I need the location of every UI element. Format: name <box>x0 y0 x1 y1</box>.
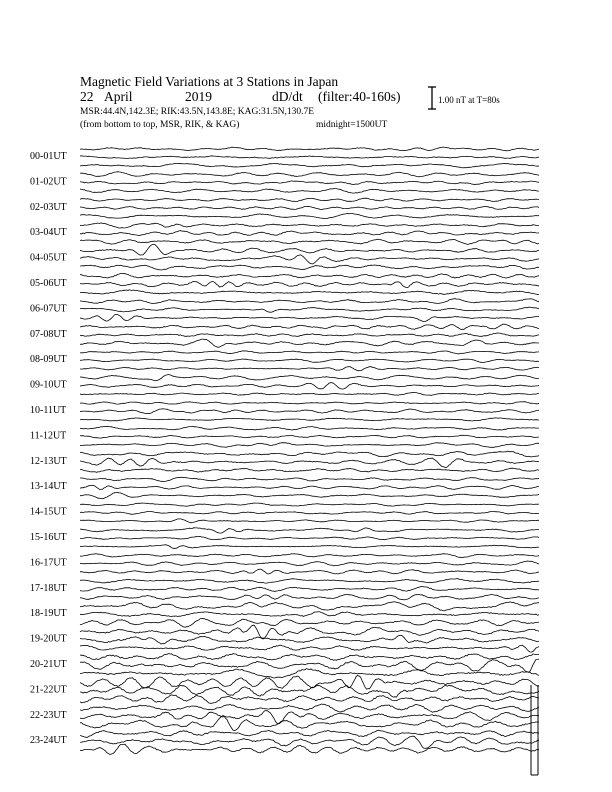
trace-msr-02-03ut <box>80 214 539 219</box>
trace-msr-16-17ut <box>80 569 539 574</box>
trace-msr-22-23ut <box>80 716 539 731</box>
hour-label: 09-10UT <box>30 379 67 391</box>
cursor-marker <box>531 685 538 775</box>
trace-msr-18-19ut <box>80 618 539 627</box>
trace-kag-13-14ut <box>80 477 539 481</box>
trace-kag-22-23ut <box>80 704 539 712</box>
hour-label: 02-03UT <box>30 201 67 213</box>
date-day: 22 <box>80 89 94 104</box>
order-note: (from bottom to top, MSR, RIK, & KAG) <box>80 120 240 130</box>
hour-label: 06-07UT <box>30 303 67 315</box>
hour-label: 10-11UT <box>30 405 67 416</box>
trace-msr-15-16ut <box>80 545 539 549</box>
filter-label: (filter:40-160s) <box>318 89 401 104</box>
trace-rik-05-06ut <box>80 282 539 288</box>
trace-msr-05-06ut <box>80 290 539 295</box>
trace-kag-03-04ut <box>80 223 539 228</box>
trace-kag-00-01ut <box>80 147 539 151</box>
hour-label: 15-16UT <box>30 532 67 543</box>
trace-msr-12-13ut <box>80 468 539 472</box>
hour-label: 05-06UT <box>30 278 67 289</box>
trace-kag-01-02ut <box>80 172 539 177</box>
trace-kag-21-22ut <box>80 676 539 690</box>
hour-label: 18-19UT <box>30 608 67 620</box>
trace-rik-06-07ut <box>80 307 539 312</box>
trace-rik-12-13ut <box>80 458 539 467</box>
trace-kag-12-13ut <box>80 451 539 457</box>
trace-rik-18-19ut <box>80 612 539 617</box>
trace-rik-04-05ut <box>80 255 539 264</box>
hour-labels <box>30 151 67 746</box>
trace-msr-21-22ut <box>80 695 539 703</box>
trace-rik-13-14ut <box>80 485 539 489</box>
hour-label: 01-02UT <box>30 176 67 188</box>
trace-msr-00-01ut <box>80 163 539 168</box>
date-year: 2019 <box>185 89 212 104</box>
trace-kag-10-11ut <box>80 402 539 404</box>
trace-msr-17-18ut <box>80 594 539 600</box>
hour-label: 13-14UT <box>30 481 67 493</box>
traces <box>80 147 539 754</box>
trace-msr-04-05ut <box>80 265 539 270</box>
trace-kag-23-24ut <box>80 730 539 737</box>
trace-kag-20-21ut <box>80 654 539 661</box>
trace-kag-19-20ut <box>80 625 539 639</box>
trace-msr-10-11ut <box>80 418 539 421</box>
hour-label: 03-04UT <box>30 227 67 239</box>
trace-kag-17-18ut <box>80 579 539 584</box>
hour-label: 17-18UT <box>30 582 67 594</box>
trace-kag-11-12ut <box>80 426 539 430</box>
trace-msr-09-10ut <box>80 393 539 396</box>
trace-rik-22-23ut <box>80 711 539 724</box>
trace-kag-02-03ut <box>80 198 539 201</box>
trace-kag-06-07ut <box>80 299 539 304</box>
trace-rik-10-11ut <box>80 409 539 414</box>
trace-kag-05-06ut <box>80 273 539 278</box>
trace-rik-01-02ut <box>80 181 539 185</box>
hour-label: 23-24UT <box>30 735 67 747</box>
trace-rik-17-18ut <box>80 587 539 592</box>
trace-msr-23-24ut <box>80 744 539 754</box>
midnight-note: midnight=1500UT <box>316 120 388 130</box>
quantity-label: dD/dt <box>272 89 303 104</box>
trace-rik-20-21ut <box>80 659 539 672</box>
trace-kag-14-15ut <box>80 503 539 506</box>
trace-rik-07-08ut <box>80 333 539 336</box>
date-month: April <box>104 89 133 104</box>
trace-msr-03-04ut <box>80 239 539 244</box>
trace-rik-14-15ut <box>80 512 539 515</box>
hour-label: 20-21UT <box>30 659 67 670</box>
trace-kag-16-17ut <box>80 554 539 558</box>
hour-label: 08-09UT <box>30 354 67 366</box>
trace-kag-08-09ut <box>80 351 539 354</box>
hour-label: 12-13UT <box>30 455 67 467</box>
scale-bar <box>428 87 436 109</box>
hour-label: 19-20UT <box>30 633 67 645</box>
trace-msr-11-12ut <box>80 443 539 448</box>
trace-rik-11-12ut <box>80 435 539 438</box>
chart-title: Magnetic Field Variations at 3 Stations in Japan <box>80 74 339 89</box>
hour-label: 14-15UT <box>30 506 67 518</box>
trace-msr-06-07ut <box>80 314 539 321</box>
trace-rik-00-01ut <box>80 156 539 159</box>
trace-rik-16-17ut <box>80 561 539 566</box>
trace-msr-07-08ut <box>80 339 539 347</box>
trace-kag-18-19ut <box>80 602 539 611</box>
trace-rik-19-20ut <box>80 635 539 644</box>
trace-kag-09-10ut <box>80 375 539 381</box>
trace-msr-08-09ut <box>80 367 539 371</box>
trace-msr-20-21ut <box>80 669 539 678</box>
trace-msr-01-02ut <box>80 189 539 194</box>
stations-label: MSR:44.4N,142.3E; RIK:43.5N,143.8E; KAG:31.5N,130.7E <box>80 107 315 117</box>
hour-label: 00-01UT <box>30 151 67 162</box>
hour-label: 21-22UT <box>30 684 67 696</box>
trace-kag-15-16ut <box>80 528 539 533</box>
hour-label: 07-08UT <box>30 328 67 340</box>
trace-rik-09-10ut <box>80 383 539 390</box>
hour-label: 16-17UT <box>30 557 67 569</box>
trace-msr-13-14ut <box>80 493 539 499</box>
trace-kag-04-05ut <box>80 244 539 255</box>
hour-label: 04-05UT <box>30 252 67 264</box>
hour-label: 11-12UT <box>30 430 67 442</box>
trace-rik-03-04ut <box>80 231 539 236</box>
hour-label: 22-23UT <box>30 709 67 721</box>
trace-rik-02-03ut <box>80 206 539 209</box>
trace-kag-07-08ut <box>80 324 539 329</box>
trace-rik-15-16ut <box>80 536 539 539</box>
trace-msr-14-15ut <box>80 519 539 523</box>
trace-msr-19-20ut <box>80 645 539 652</box>
scale-label: 1.00 nT at T=80s <box>438 95 500 105</box>
trace-rik-08-09ut <box>80 359 539 363</box>
